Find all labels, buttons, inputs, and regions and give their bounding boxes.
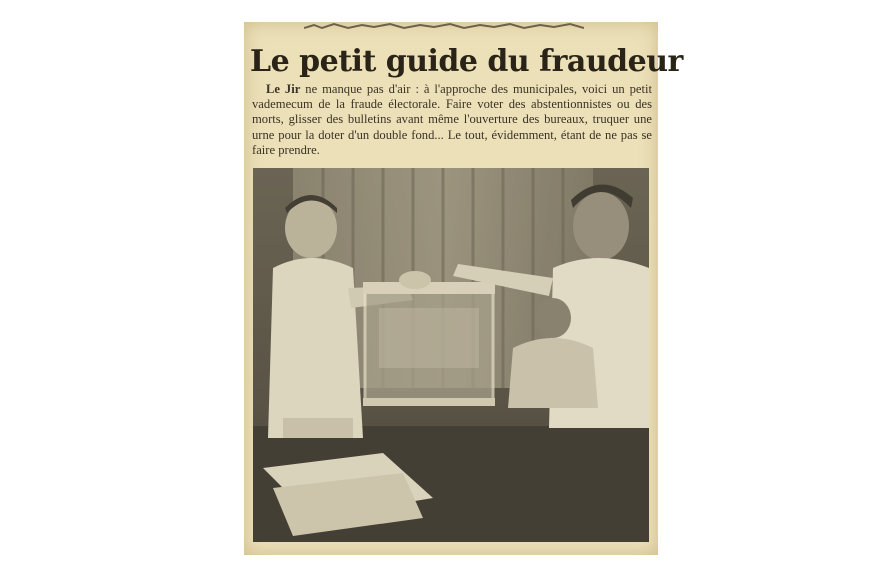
article-text: ne manque pas d'air : à l'approche des municipales, voici un petit vademecum de la fraude électorale. Faire voter des abstentionnistes ou des morts, glisser des bulletins avant même l'ouverture des bureaux, truquer une urne pour la doter d'un double fond... Le tout, évidemment, étant de ne pas se faire prendre.	[252, 82, 652, 157]
article-body	[252, 82, 652, 158]
torn-edge-decoration	[304, 22, 584, 31]
article-lead: Le Jir	[266, 82, 301, 96]
newspaper-clipping	[244, 22, 683, 555]
article-photo	[253, 168, 649, 542]
photograph-icon	[253, 168, 649, 542]
article-headline: Le petit guide du fraudeur	[250, 44, 683, 79]
